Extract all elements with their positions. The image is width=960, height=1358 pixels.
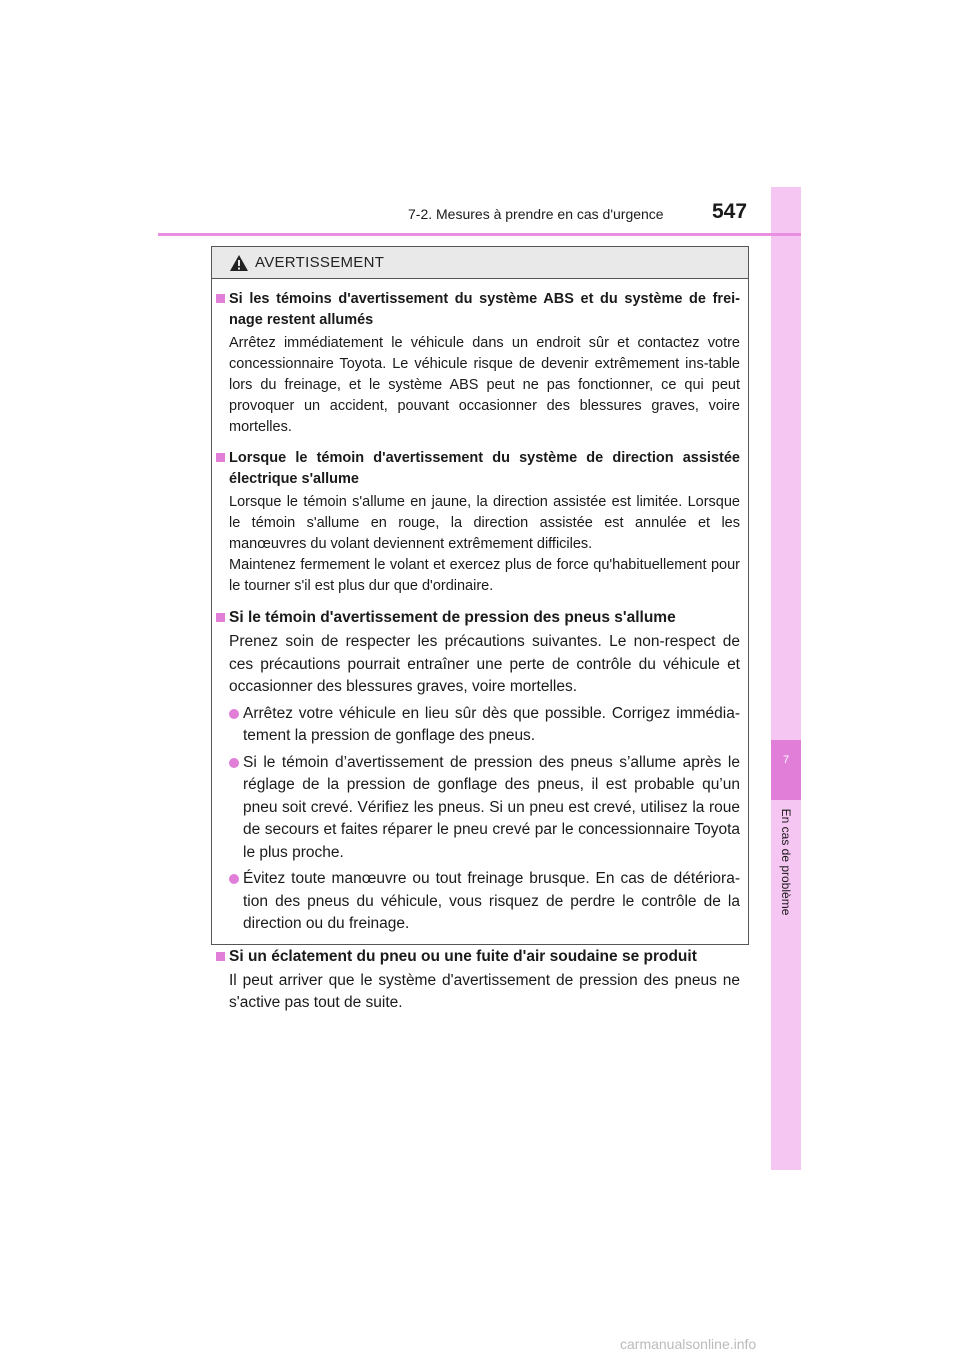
section-text: Maintenez fermement le volant et exercez plus de force qu'habituellement pour le tourner s'il est plus dur que d'ordinaire. xyxy=(229,557,740,594)
warning-box xyxy=(211,246,749,1011)
warning-section-blowout xyxy=(212,946,748,1015)
section-text: Lorsque le témoin s'allume en jaune, la direction assistée est limitée. Lorsque le témoin s'allume en rouge, la direction assistée est annulée et les manœuvres du volant deviennent extrêmement difficiles. xyxy=(229,494,740,552)
square-bullet-icon xyxy=(216,453,225,462)
warning-section-tire-pressure xyxy=(212,607,748,936)
section-heading: Lorsque le témoin d'avertissement du système de direction assistée électrique s'allume xyxy=(229,450,740,487)
square-bullet-icon xyxy=(216,952,225,961)
section-heading: Si un éclatement du pneu ou une fuite d'air soudaine se produit xyxy=(229,947,697,965)
footer-watermark: carmanualsonline.info xyxy=(620,1336,757,1352)
square-bullet-icon xyxy=(216,613,225,622)
header-divider xyxy=(158,233,801,236)
list-item-text: Si le témoin d’avertissement de pression des pneus s’allume après le réglage de la pression de gonflage des pneus, il est probable qu’un pneu soit crevé. Vérifiez les pneus. Si un pneu est crevé, utilisez la roue de secours et faites réparer le pneu crevé par le concessionnaire Toyota le plus proche. xyxy=(243,753,740,861)
warning-triangle-icon xyxy=(229,254,249,272)
section-text: Arrêtez immédiatement le véhicule dans un endroit sûr et contactez votre concessionnaire Toyota. Le véhicule risque de devenir extrêmement ins-table lors du freinage, et le système ABS peut ne pas fonctionner, ce qui peut provoquer un accident, pouvant occasionner des blessures graves, voire mortelles. xyxy=(229,335,740,435)
chapter-title: En cas de problème xyxy=(779,808,793,916)
round-bullet-icon xyxy=(229,709,239,719)
page-number: 547 xyxy=(712,200,748,223)
warning-header xyxy=(212,247,748,279)
section-title: 7-2. Mesures à prendre en cas d'urgence xyxy=(408,206,664,222)
section-heading: Si les témoins d'avertissement du système ABS et du système de frei-nage restent allumés xyxy=(229,291,740,328)
round-bullet-icon xyxy=(229,874,239,884)
section-text: Prenez soin de respecter les précautions suivantes. Le non-respect de ces précautions pourrait entraîner une perte de contrôle du véhicule et occasionner des blessures graves, voire mortelles. xyxy=(229,633,740,695)
list-item-text: Arrêtez votre véhicule en lieu sûr dès que possible. Corrigez immédia-tement la pression de gonflage des pneus. xyxy=(243,704,740,744)
warning-section-abs xyxy=(212,289,748,438)
list-item xyxy=(229,703,740,748)
list-item xyxy=(229,752,740,865)
chapter-number: 7 xyxy=(782,754,790,766)
round-bullet-icon xyxy=(229,758,239,768)
chapter-side-tab xyxy=(771,187,801,1170)
warning-title: AVERTISSEMENT xyxy=(255,254,385,271)
list-item xyxy=(229,868,740,936)
list-item-text: Évitez toute manœuvre ou tout freinage brusque. En cas de détériora-tion des pneus du véhicule, vous risquez de perdre le contrôle de la direction ou du freinage. xyxy=(243,870,740,932)
warning-section-power-steering xyxy=(212,448,748,597)
square-bullet-icon xyxy=(216,294,225,303)
section-text: Il peut arriver que le système d'avertissement de pression des pneus ne s'active pas tout de suite. xyxy=(229,971,740,1011)
warning-body xyxy=(212,289,748,1015)
chapter-tab-active[interactable] xyxy=(771,740,801,800)
section-heading: Si le témoin d'avertissement de pression des pneus s'allume xyxy=(229,609,676,626)
